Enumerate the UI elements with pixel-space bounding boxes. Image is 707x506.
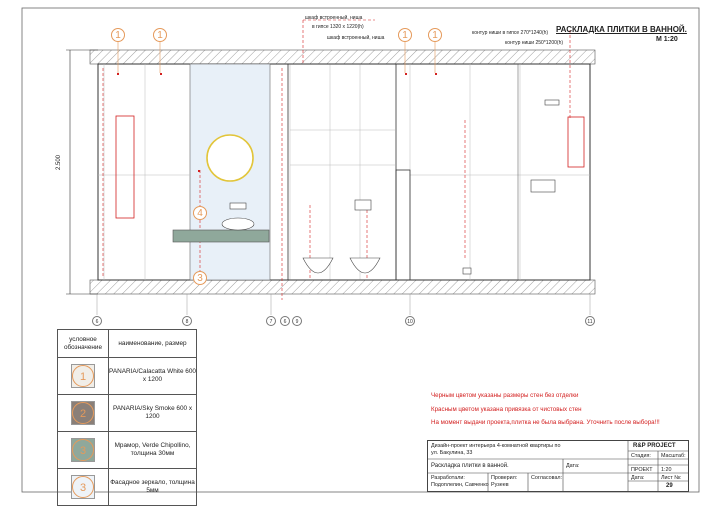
niche-note-1-size: в гипсе 1320 х 1220(h) [312,24,364,30]
axis-marker: 11 [585,316,595,326]
legend-swatch: 2 [58,395,109,432]
axis-marker: 6 [280,316,290,326]
legend-name: PANARIA/Calacatta White 600 x 1200 [109,358,197,395]
legend-name: Фасадное зеркало, толщина 5мм [109,469,197,506]
stamp-sheet-value: 29 [666,483,673,489]
scale-label: М 1:20 [656,36,678,43]
stamp-stage-label: Стадия: [631,453,651,459]
stamp-approved-label: Согласовал: [531,475,563,481]
legend-name: Мрамор, Verde Chipollino, толщина 30мм [109,432,197,469]
stamp-developed-names: Подоплелин, Савченко [431,482,489,488]
legend-name: PANARIA/Sky Smoke 600 x 1200 [109,395,197,432]
axis-marker: 8 [182,316,192,326]
niche-note-2: шкаф встроенный, ниша [327,35,385,41]
material-bubble-1: 1 [153,28,167,42]
axis-marker: 7 [266,316,276,326]
stamp-checked-name: Рузеев [491,482,509,488]
stamp-company: R&P PROJECT [633,443,676,449]
legend-swatch: 3 [58,432,109,469]
stamp-scale-value: 1:20 [661,467,672,473]
axis-marker: 6 [92,316,102,326]
niche-note-1: шкаф встроенный, ниша [305,15,363,21]
stamp-sheet-name: Раскладка плитки в ванной. [431,463,509,469]
stamp-checked-label: Проверил: [491,475,518,481]
axis-marker: 10 [405,316,415,326]
legend-header-symbol: условное обозначение [58,330,109,358]
stamp-date-label: Дата: [566,463,580,469]
title-block [427,440,689,492]
page-title: РАСКЛАДКА ПЛИТКИ В ВАННОЙ. [556,25,687,34]
legend-swatch: 1 [58,358,109,395]
stamp-scale-label: Масштаб: [661,453,686,459]
height-dimension: 2.500 [56,154,62,170]
niche-contour-2: контур ниши 250*1200(h) [505,40,564,46]
stamp-developed-label: Разработали: [431,475,465,481]
legend-table [57,329,197,506]
niche-contour-1: контур ниши в гипсе 270*1240(h) [472,30,549,36]
material-bubble-1: 1 [398,28,412,42]
red-note: Черным цветом указаны размеры стен без отделки [431,392,579,399]
stamp-project: Дизайн-проект интерьера 4-комнатной квартиры по ул. Бакулина, 33 [431,443,561,456]
material-bubble-3: 3 [193,271,207,285]
legend-swatch: 3 [58,469,109,506]
legend-header-name: наименование, размер [109,330,197,358]
stamp-sheet-label: Лист №: [661,475,682,481]
axis-marker: 9 [292,316,302,326]
material-bubble-4: 4 [193,206,207,220]
material-bubble-1: 1 [428,28,442,42]
stamp-stage-value: ПРОЕКТ [631,467,653,473]
material-bubble-1: 1 [111,28,125,42]
red-note: Красным цветом указана привязка от чистовых стен [431,406,582,413]
stamp-date2-label: Дата: [631,475,645,481]
red-note: На момент выдачи проекта,плитка не была выбрана. Уточнить после выбора!!! [431,419,660,426]
